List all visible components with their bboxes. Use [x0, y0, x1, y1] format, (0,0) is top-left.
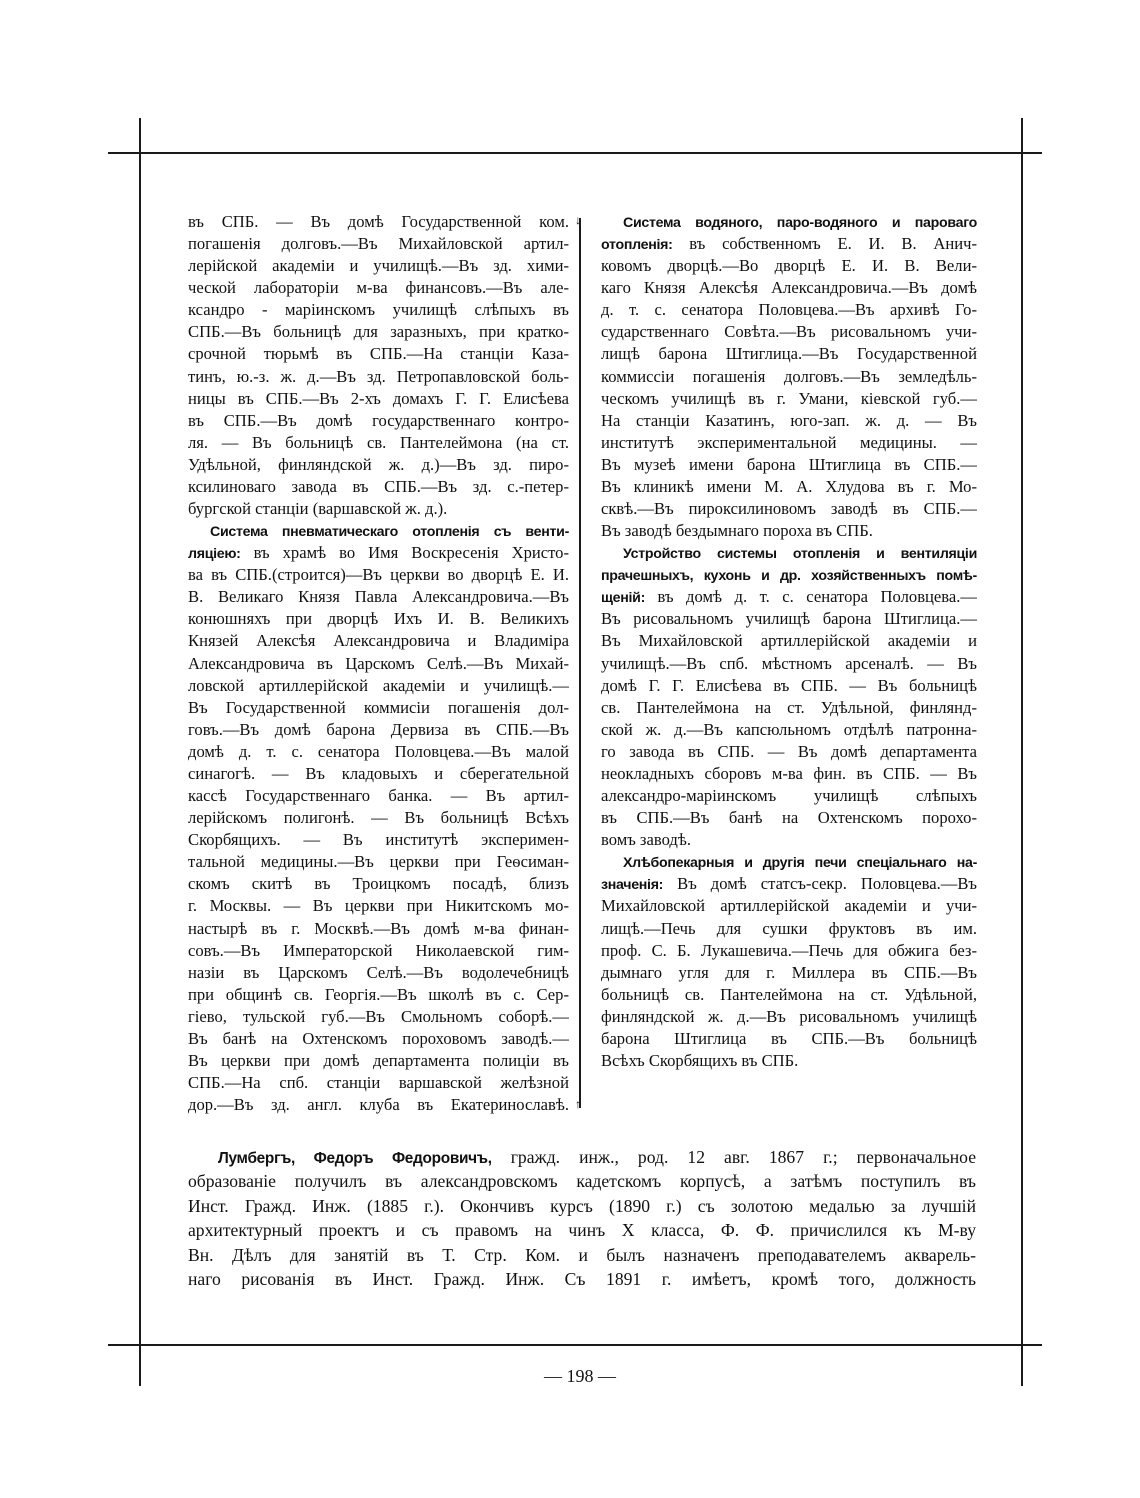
text-line: д. т. с. сенатора Половцева.—Въ архивѣ Го-: [601, 300, 977, 320]
text-line: дымнаго угля для г. Миллера въ СПБ.—Въ: [601, 962, 977, 982]
text-line: въ СПБ.—Въ банѣ на Охтенскомъ порохо-: [601, 808, 977, 828]
text-line: домѣ д. т. с. сенатора Половцева.—Въ малой: [188, 741, 569, 761]
paragraph: [188, 520, 569, 1116]
text-line: лищѣ.—Печь для сушки фруктовъ въ им.: [601, 918, 977, 938]
body-text: въ храмѣ во Имя Воскресенія Христо-: [240, 543, 569, 563]
text-line: лерійской академіи и училищѣ.—Въ зд. хими-: [188, 256, 569, 276]
text-line: настырѣ въ г. Москвѣ.—Въ домѣ м-ва финан-: [188, 918, 569, 938]
text-line: [601, 586, 977, 608]
text-line: Въ Государственной коммисіи погашенія дол-: [188, 697, 569, 717]
text-line: барона Штиглица въ СПБ.—Въ больницѣ: [601, 1028, 977, 1048]
bold-heading-text: Лумбергъ, Федоръ Федоровичъ,: [218, 1150, 492, 1167]
text-line: [601, 542, 977, 564]
text-line: го завода въ СПБ. — Въ домѣ департамента: [601, 741, 977, 761]
text-line: ницы въ СПБ.—Въ 2-хъ домахъ Г. Г. Елисѣева: [188, 388, 569, 408]
text-line: финляндской ж. д.—Въ рисовальномъ училищѣ: [601, 1006, 977, 1026]
text-line: совъ.—Въ Императорской Николаевской гим-: [188, 940, 569, 960]
text-line: Всѣхъ Скорбящихъ въ СПБ.: [601, 1050, 799, 1070]
text-line: кассѣ Государственнаго банка. — Въ артил-: [188, 786, 569, 806]
text-line: гіево, тульской губ.—Въ Смольномъ соборѣ.—: [188, 1006, 569, 1026]
column-divider-rule: [579, 218, 581, 1108]
text-line: сквѣ.—Въ пироксилиновомъ заводѣ въ СПБ.—: [601, 499, 977, 519]
text-line: г. Москвы. — Въ церкви при Никитскомъ мо-: [188, 896, 569, 916]
text-line: больницѣ св. Пантелеймона на ст. Удѣльной,: [601, 984, 977, 1004]
text-line: неокладныхъ сборовъ м-ва фин. въ СПБ. — Въ: [601, 763, 977, 783]
divider-top-arrow-icon: ↓: [575, 213, 581, 227]
text-line: св. Пантелеймона на ст. Удѣльной, финлянд-: [601, 697, 977, 717]
text-line: Въ банѣ на Охтенскомъ пороховомъ заводѣ.—: [188, 1028, 569, 1048]
paragraph: [601, 851, 977, 1072]
divider-bottom-arrow-icon: ↑: [575, 1097, 581, 1111]
text-line: [188, 1145, 976, 1169]
paragraph: [188, 211, 569, 520]
text-line: дор.—Въ зд. англ. клуба въ Екатеринославѣ.: [188, 1095, 569, 1115]
text-line: Вн. Дѣлъ для занятій въ Т. Стр. Ком. и былъ назначенъ преподавателемъ акварель-: [188, 1244, 976, 1265]
text-line: институтѣ экспериментальной медицины. —: [601, 432, 977, 452]
frame-top-horizontal-rule: [108, 152, 1042, 154]
text-line: Инст. Гражд. Инж. (1885 г.). Окончивъ курсъ (1890 г.) съ золотою медалью за лучшій: [188, 1195, 976, 1216]
bold-heading-text: щеній:: [601, 590, 646, 607]
text-line: Въ заводѣ бездымнаго пороха въ СПБ.: [601, 521, 873, 541]
text-line: На станціи Казатинъ, юго-зап. ж. д. — Въ: [601, 410, 977, 430]
text-line: [601, 233, 977, 255]
text-line: назіи въ Царскомъ Селѣ.—Въ водолечебницѣ: [188, 962, 569, 982]
text-line: Въ музеѣ имени барона Штиглица въ СПБ.—: [601, 454, 977, 474]
text-line: говъ.—Въ домѣ барона Дервиза въ СПБ.—Въ: [188, 719, 569, 739]
text-line: образованіе получилъ въ александровскомъ кадетскомъ корпусѣ, а затѣмъ поступилъ въ: [188, 1171, 976, 1192]
bold-heading-text: значенія:: [601, 877, 664, 894]
text-line: тинъ, ю.-з. ж. д.—Въ зд. Петропавловской боль-: [188, 366, 569, 386]
text-line: ва въ СПБ.(строится)—Въ церкви во дворцѣ Е. И.: [188, 565, 569, 585]
left-text-column: [188, 211, 569, 1116]
text-line: [188, 520, 569, 542]
text-line: [601, 873, 977, 895]
text-line: наго рисованія въ Инст. Гражд. Инж. Съ 1891 г. имѣетъ, кромѣ того, должность: [188, 1268, 976, 1289]
text-line: ческомъ училищѣ въ г. Умани, кіевской губ.—: [601, 388, 977, 408]
text-line: [601, 211, 977, 233]
bold-heading-text: Устройство системы отопленія и вентиляціи: [623, 546, 977, 563]
text-line: при общинѣ св. Георгія.—Въ школѣ въ с. Сер-: [188, 984, 569, 1004]
frame-left-vertical-rule: [139, 118, 141, 1386]
bold-heading-text: ляціею:: [188, 546, 241, 563]
text-line: тальной медицины.—Въ церкви при Геѳсиман-: [188, 852, 569, 872]
text-line: СПБ.—Въ больницѣ для заразныхъ, при кратко-: [188, 322, 569, 342]
text-line: синагогѣ. — Въ кладовыхъ и сберегательной: [188, 763, 569, 783]
text-line: александро-маріинскомъ училищѣ слѣпыхъ: [601, 786, 977, 806]
text-line: архитектурный проектъ и съ правомъ на чинъ X класса, Ф. Ф. причислился къ М-ву: [188, 1220, 976, 1241]
text-line: ловской артиллерійской академіи и училищѣ.—: [188, 675, 569, 695]
text-line: СПБ.—На спб. станціи варшавской желѣзной: [188, 1073, 569, 1093]
text-line: [601, 564, 977, 586]
text-line: Александровича въ Царскомъ Селѣ.—Въ Михай-: [188, 653, 569, 673]
text-line: ковомъ дворцѣ.—Во дворцѣ Е. И. В. Вели-: [601, 256, 977, 276]
bold-heading-text: прачешныхъ, кухонь и др. хозяйственныхъ помѣ-: [601, 568, 977, 585]
text-line: Въ клиникѣ имени М. А. Хлудова въ г. Мо-: [601, 476, 977, 496]
text-line: В. Великаго Князя Павла Александровича.—Въ: [188, 587, 569, 607]
text-line: скомъ скитѣ въ Троицкомъ посадѣ, близъ: [188, 874, 569, 894]
text-line: погашенія долговъ.—Въ Михайловской артил-: [188, 234, 569, 254]
text-line: [188, 542, 569, 564]
biography-paragraph: [188, 1145, 976, 1291]
text-line: Удѣльной, финляндской ж. д.)—Въ зд. пиро-: [188, 454, 569, 474]
bold-heading-text: Система водяного, паро-водяного и пароваго: [623, 215, 977, 231]
text-line: Михайловской артиллерійской академіи и учи-: [601, 896, 977, 916]
text-line: срочной тюрьмѣ въ СПБ.—На станціи Каза-: [188, 344, 569, 364]
text-line: Въ Михайловской артиллерійской академіи и: [601, 631, 977, 651]
frame-right-vertical-rule: [1021, 118, 1023, 1386]
text-line: училищѣ.—Въ спб. мѣстномъ арсеналѣ. — Въ: [601, 653, 977, 673]
paragraph: [601, 542, 977, 851]
text-line: Въ церкви при домѣ департамента полиціи въ: [188, 1050, 569, 1070]
text-line: ксилиноваго завода въ СПБ.—Въ зд. с.-петер-: [188, 476, 569, 496]
text-line: ля. — Въ больницѣ св. Пантелеймона (на ст.: [188, 432, 569, 452]
text-line: [601, 851, 977, 873]
paragraph: [601, 211, 977, 542]
text-line: вомъ заводѣ.: [601, 830, 691, 850]
text-line: домѣ Г. Г. Елисѣева въ СПБ. — Въ больницѣ: [601, 675, 977, 695]
text-line: бургской станціи (варшавской ж. д.).: [188, 499, 448, 519]
text-line: лищѣ барона Штиглица.—Въ Государственной: [601, 344, 977, 364]
text-line: лерійскомъ полигонѣ. — Въ больницѣ Всѣхъ: [188, 808, 569, 828]
text-line: Князей Алексѣя Александровича и Владиміра: [188, 631, 569, 651]
text-line: ческой лабораторіи м-ва финансовъ.—Въ але-: [188, 278, 569, 298]
paragraph: [188, 1145, 976, 1291]
body-text: въ собственномъ Е. И. В. Анич-: [672, 234, 977, 254]
text-line: сударственнаго Совѣта.—Въ рисовальномъ учи-: [601, 322, 977, 342]
text-line: каго Князя Алексѣя Александровича.—Въ домѣ: [601, 278, 977, 298]
body-text: гражд. инж., род. 12 авг. 1867 г.; первоначальное: [491, 1147, 976, 1167]
text-line: коммиссіи погашенія долговъ.—Въ земледѣль-: [601, 366, 977, 386]
text-line: ской ж. д.—Въ капсюльномъ отдѣлѣ патронна-: [601, 719, 977, 739]
text-line: ксандро - маріинскомъ училищѣ слѣпыхъ въ: [188, 300, 569, 320]
text-line: въ СПБ. — Въ домѣ Государственной ком.: [188, 212, 569, 231]
page-number: — 198 —: [544, 1366, 616, 1386]
bold-heading-text: отопленія:: [601, 237, 673, 254]
text-line: Скорбящихъ. — Въ институтѣ эксперимен-: [188, 830, 569, 850]
text-line: конюшняхъ при дворцѣ Ихъ И. В. Великихъ: [188, 609, 569, 629]
body-text: въ домѣ д. т. с. сенатора Половцева.—: [645, 587, 977, 607]
bold-heading-text: Хлѣбопекарныя и другія печи спеціальнаго на-: [623, 855, 977, 872]
text-line: проф. С. Б. Лукашевича.—Печь для обжига без-: [601, 940, 977, 960]
body-text: Въ домѣ статсъ-секр. Половцева.—Въ: [663, 874, 977, 894]
text-line: Въ рисовальномъ училищѣ барона Штиглица.—: [601, 609, 977, 629]
frame-bottom-horizontal-rule: [108, 1344, 1042, 1346]
text-line: въ СПБ.—Въ домѣ государственнаго контро-: [188, 410, 569, 430]
bold-heading-text: Система пневматическаго отопленія съ венти-: [210, 524, 569, 541]
right-text-column: [601, 211, 977, 1072]
